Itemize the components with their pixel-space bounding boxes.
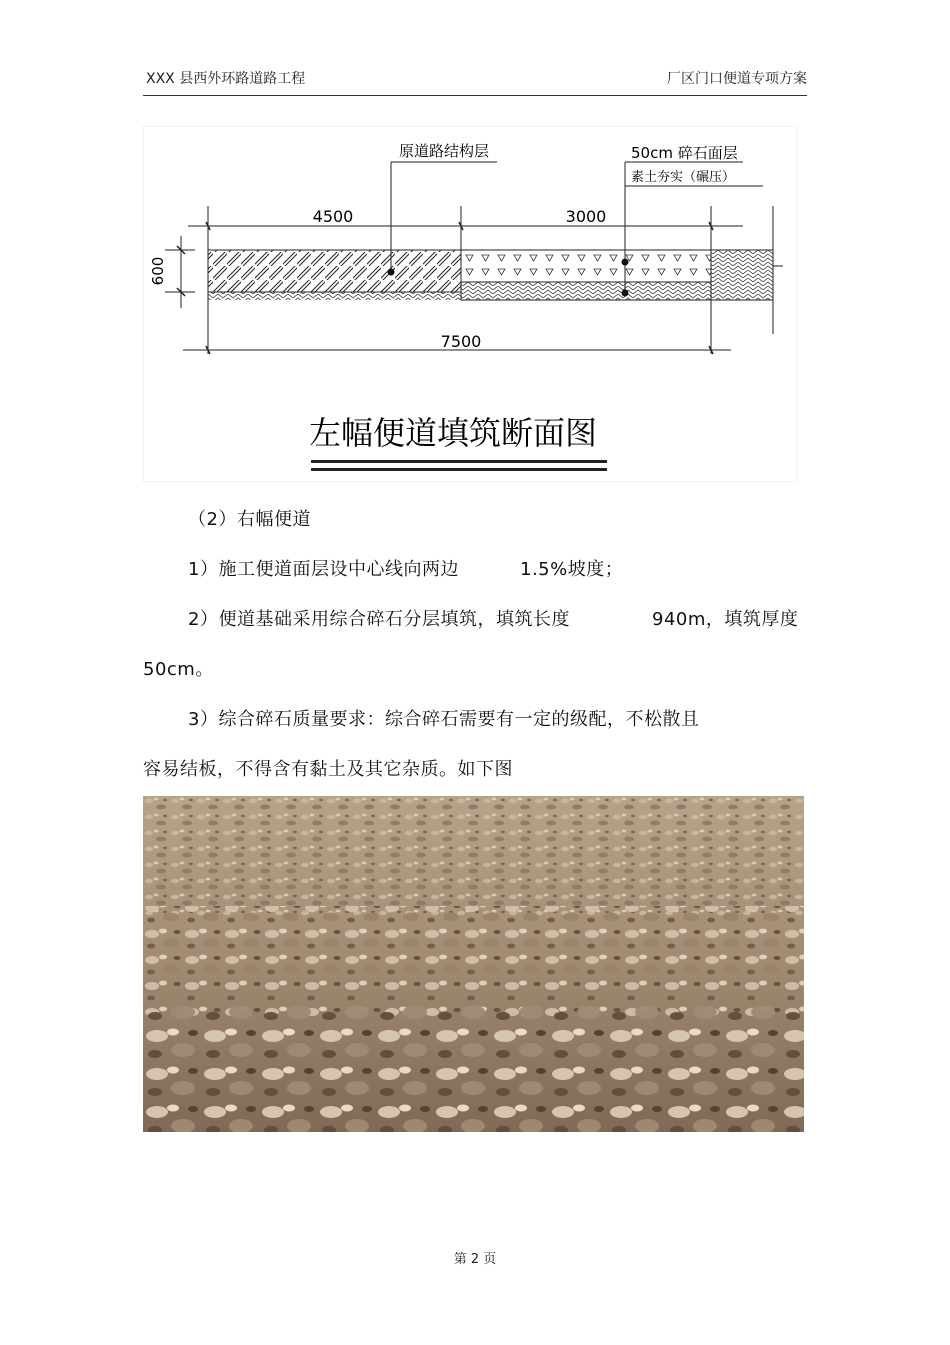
gravel-photo xyxy=(143,796,804,1132)
compacted-soil-layer xyxy=(461,282,711,300)
cross-section-figure xyxy=(143,126,797,482)
page-number: 第 2 页 xyxy=(453,1252,497,1267)
dim-right-label: 3000 xyxy=(565,207,607,226)
gravel-surface-layer xyxy=(461,250,711,282)
header-document-title: 厂区门口便道专项方案 xyxy=(667,71,807,87)
dim-total-label: 7500 xyxy=(440,332,482,351)
item-1-slope: 1.5%坡度； xyxy=(520,559,624,580)
item-2-thickness: 50cm。 xyxy=(143,659,214,680)
item-2-text: 2）便道基础采用综合碎石分层填筑，填筑长度 xyxy=(188,609,570,630)
dim-left-label: 4500 xyxy=(312,207,354,226)
figure-caption: 左幅便道填筑断面图 xyxy=(308,414,598,452)
header-rule xyxy=(143,95,807,96)
cross-section-drawing xyxy=(143,126,797,482)
base-soil-strip xyxy=(208,292,461,300)
item-3-continued: 容易结板，不得含有黏土及其它杂质。如下图 xyxy=(143,759,513,780)
dim-height-label: 600 xyxy=(149,256,167,286)
item-1-text: 1）施工便道面层设中心线向两边 xyxy=(188,559,459,580)
callout-compacted-soil: 素土夯实（碾压） xyxy=(631,170,736,185)
existing-ground-right xyxy=(711,250,773,300)
item-3-text: 3）综合碎石质量要求：综合碎石需要有一定的级配，不松散且 xyxy=(188,709,700,730)
callout-original-road: 原道路结构层 xyxy=(399,142,490,160)
callout-gravel-layer: 50cm 碎石面层 xyxy=(631,144,738,162)
header-project-title: XXX 县西外环路道路工程 xyxy=(146,71,306,87)
original-road-layer xyxy=(208,250,461,292)
item-2-length: 940m，填筑厚度 xyxy=(652,609,799,630)
section-heading: （2）右幅便道 xyxy=(188,509,311,530)
